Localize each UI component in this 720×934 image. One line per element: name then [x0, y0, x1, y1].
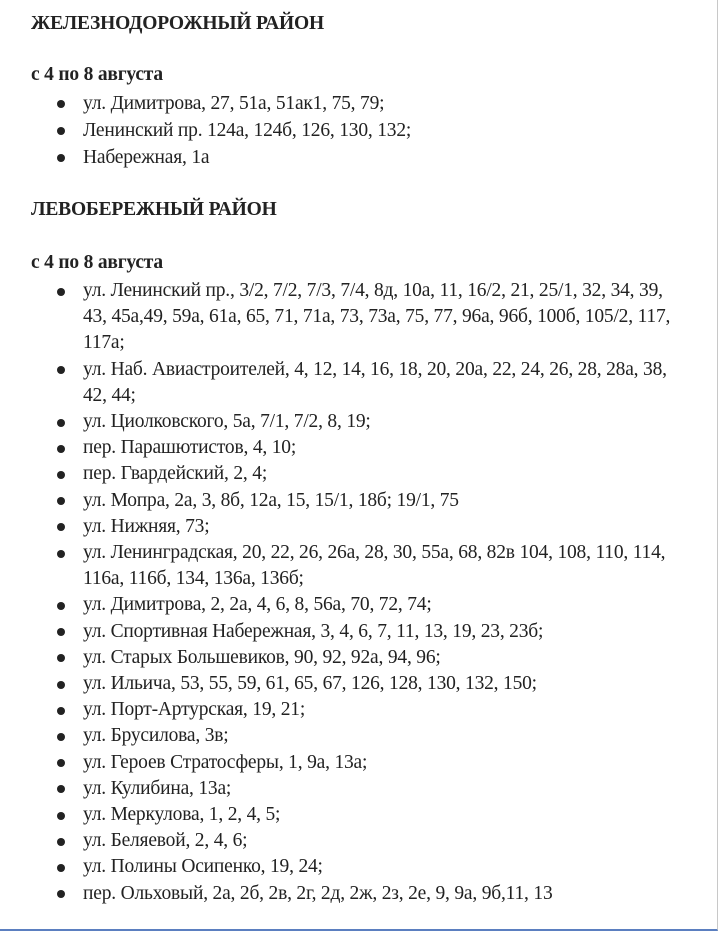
bullet-icon	[57, 890, 65, 898]
district-heading-levoberezhny: ЛЕВОБЕРЕЖНЫЙ РАЙОН	[31, 199, 277, 220]
list-item: ул. Наб. Авиастроителей, 4, 12, 14, 16, 18, 20, 20а, 22, 24, 26, 28, 28а, 38, 42, 44;	[0, 357, 700, 409]
bullet-icon	[57, 785, 65, 793]
list-item: Ленинский пр. 124а, 124б, 126, 130, 132;	[0, 117, 700, 144]
list-item: ул. Ильича, 53, 55, 59, 61, 65, 67, 126, 128, 130, 132, 150;	[0, 671, 700, 697]
address-list-zheleznodorozhny	[0, 90, 700, 171]
bullet-icon	[57, 733, 65, 741]
bullet-icon	[57, 550, 65, 558]
bullet-icon	[57, 602, 65, 610]
district-heading-zheleznodorozhny: ЖЕЛЕЗНОДОРОЖНЫЙ РАЙОН	[31, 13, 324, 34]
bullet-icon	[57, 154, 65, 162]
list-item: ул. Димитрова, 27, 51а, 51ак1, 75, 79;	[0, 90, 700, 117]
list-item: ул. Кулибина, 13а;	[0, 776, 700, 802]
list-item: пер. Ольховый, 2а, 2б, 2в, 2г, 2д, 2ж, 2з, 2е, 9, 9а, 9б,11, 13	[0, 881, 700, 907]
period-heading-zheleznodorozhny: с 4 по 8 августа	[31, 64, 163, 85]
list-item: ул. Ленинский пр., 3/2, 7/2, 7/3, 7/4, 8д, 10а, 11, 16/2, 21, 25/1, 32, 34, 39, 43, 45а,49, 59а, 61а, 65, 71, 71а, 73, 73а, 75, 77, 96а, 96б, 100б, 105/2, 117, 117а;	[0, 278, 700, 357]
list-item: ул. Беляевой, 2, 4, 6;	[0, 828, 700, 854]
bullet-icon	[57, 523, 65, 531]
list-item: ул. Димитрова, 2, 2а, 4, 6, 8, 56а, 70, 72, 74;	[0, 592, 700, 618]
bullet-icon	[57, 681, 65, 689]
bullet-icon	[57, 471, 65, 479]
bullet-icon	[57, 838, 65, 846]
list-item: ул. Ленинградская, 20, 22, 26, 26а, 28, 30, 55а, 68, 82в 104, 108, 110, 114, 116а, 116б, 134, 136а, 136б;	[0, 540, 700, 592]
list-item: Набережная, 1а	[0, 144, 700, 171]
bullet-icon	[57, 497, 65, 505]
bullet-icon	[57, 419, 65, 427]
period-heading-levoberezhny: с 4 по 8 августа	[31, 252, 163, 273]
bullet-icon	[57, 812, 65, 820]
bullet-icon	[57, 654, 65, 662]
list-item: ул. Героев Стратосферы, 1, 9а, 13а;	[0, 750, 700, 776]
list-item: ул. Нижняя, 73;	[0, 514, 700, 540]
list-item: ул. Циолковского, 5а, 7/1, 7/2, 8, 19;	[0, 409, 700, 435]
bullet-icon	[57, 628, 65, 636]
list-item: ул. Спортивная Набережная, 3, 4, 6, 7, 11, 13, 19, 23, 23б;	[0, 619, 700, 645]
address-list-levoberezhny	[0, 278, 700, 907]
list-item: пер. Гвардейский, 2, 4;	[0, 461, 700, 487]
list-item: ул. Меркулова, 1, 2, 4, 5;	[0, 802, 700, 828]
bullet-icon	[57, 864, 65, 872]
bullet-icon	[57, 288, 65, 296]
bullet-icon	[57, 445, 65, 453]
list-item: ул. Мопра, 2а, 3, 8б, 12а, 15, 15/1, 18б; 19/1, 75	[0, 488, 700, 514]
bullet-icon	[57, 366, 65, 374]
bullet-icon	[57, 707, 65, 715]
list-item: ул. Порт-Артурская, 19, 21;	[0, 697, 700, 723]
bullet-icon	[57, 100, 65, 108]
list-item: пер. Парашютистов, 4, 10;	[0, 435, 700, 461]
list-item: ул. Полины Осипенко, 19, 24;	[0, 854, 700, 880]
list-item: ул. Старых Большевиков, 90, 92, 92а, 94, 96;	[0, 645, 700, 671]
list-item: ул. Брусилова, 3в;	[0, 723, 700, 749]
bullet-icon	[57, 759, 65, 767]
bullet-icon	[57, 127, 65, 135]
